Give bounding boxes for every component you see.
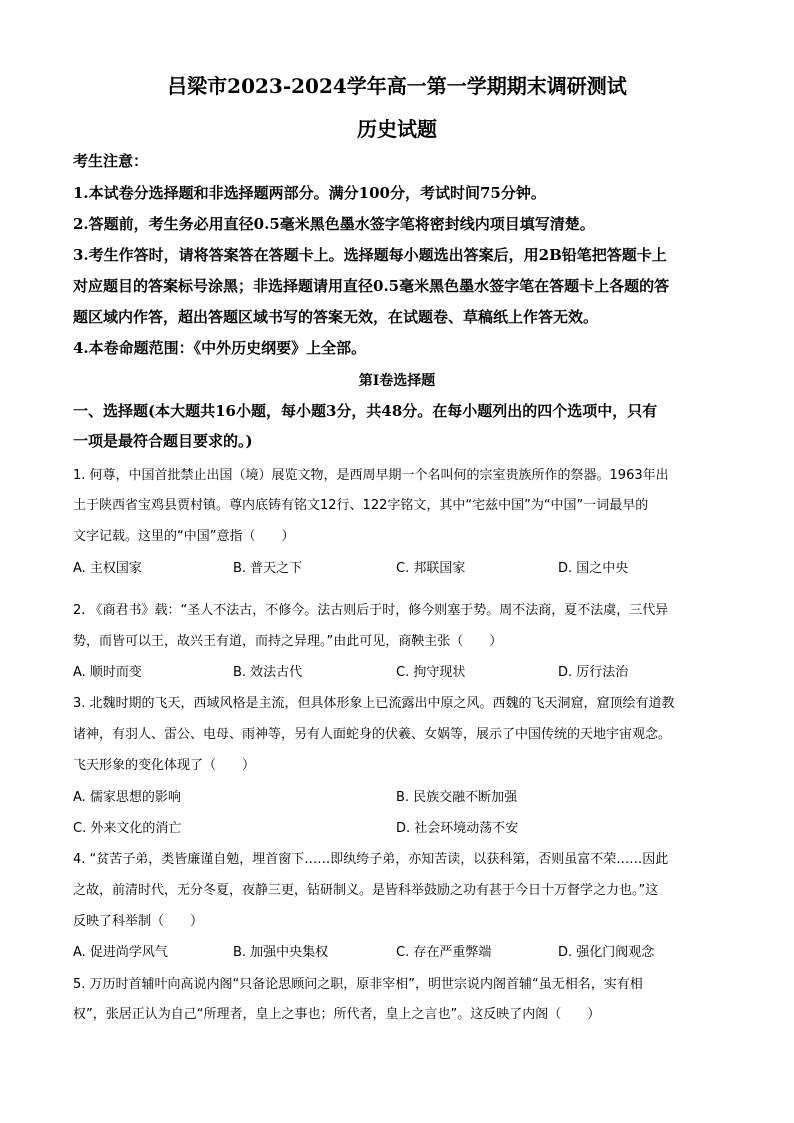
question-1-text: 1. 何尊，中国首批禁止出国（境）展览文物，是西周早期一个名叫何的宗室贵族所作的祭器。1963年出 xyxy=(73,468,669,483)
question-2-option-c: C. 拘守现状 xyxy=(396,665,466,680)
question-1-option-c: C. 邦联国家 xyxy=(396,561,466,576)
notice-item: 4.本卷命题范围：《中外历史纲要》上全部。 xyxy=(73,339,367,357)
question-5-text: 5. 万历时首辅叶向高说内阁“只备论思顾问之职，原非宰相”，明世宗说内阁首辅“虽无相名，实有相 xyxy=(73,977,643,992)
question-1-option-b: B. 普天之下 xyxy=(233,561,303,576)
notice-item: 3.考生作答时，请将答案答在答题卡上。选择题每小题选出答案后，用2B铅笔把答题卡上 xyxy=(73,246,667,264)
question-4-option-d: D. 强化门阀观念 xyxy=(558,945,655,960)
question-2-text: 2. 《商君书》载：“圣人不法古，不修今。法古则后于时，修今则塞于势。周不法商，夏不法虞，三代异 xyxy=(73,603,669,618)
question-4-text: 之故，前清时代，无分冬夏，夜静三更，钻研制义。是皆科举鼓励之功有甚于今日十万督学之力也。”这 xyxy=(73,883,659,898)
question-3-option-b: B. 民族交融不断加强 xyxy=(396,790,518,805)
question-4-option-b: B. 加强中央集权 xyxy=(233,945,329,960)
question-3-option-c: C. 外来文化的消亡 xyxy=(73,821,182,836)
notice-heading: 考生注意： xyxy=(73,152,149,170)
notice-item: 1.本试卷分选择题和非选择题两部分。满分100分，考试时间75分钟。 xyxy=(73,184,546,202)
section-title: 第Ⅰ卷选择题 xyxy=(358,373,436,389)
question-3-option-a: A. 儒家思想的影响 xyxy=(73,790,181,805)
exam-subtitle: 历史试题 xyxy=(357,117,437,141)
notice-item: 2.答题前，考生务必用直径0.5毫米黑色墨水签字笔将密封线内项目填写清楚。 xyxy=(73,215,595,233)
question-4-text: 反映了科举制（ ） xyxy=(73,914,204,929)
question-3-text: 3. 北魏时期的飞天，西域风格是主流，但具体形象上已流露出中原之风。西魏的飞天洞窟，窟顶绘有道教 xyxy=(73,696,675,711)
section-instruction: 一、选择题(本大题共16小题，每小题3分，共48分。在每小题列出的四个选项中，只有 xyxy=(73,402,658,420)
question-4-text: 4. “贫苦子弟，类皆廉谨自勉，埋首窗下……即纨绔子弟，亦知苦读，以获科第，否则虽富不荣……因此 xyxy=(73,852,669,867)
question-1-option-a: A. 主权国家 xyxy=(73,561,142,576)
question-5-text: 权”，张居正认为自己“所理者，皇上之事也；所代者，皇上之言也”。这反映了内阁（ ） xyxy=(73,1007,601,1022)
question-2-text: 势，而皆可以王，故兴王有道，而持之异理。”由此可见，商鞅主张（ ） xyxy=(73,634,503,649)
question-3-option-d: D. 社会环境动荡不安 xyxy=(396,821,519,836)
question-1-text: 文字记载。这里的“中国”意指（ ） xyxy=(73,529,295,544)
notice-item: 对应题目的答案标号涂黑；非选择题请用直径0.5毫米黑色墨水签字笔在答题卡上各题的答 xyxy=(73,277,670,295)
question-2-option-d: D. 厉行法治 xyxy=(558,665,629,680)
section-instruction: 一项是最符合题目要求的。) xyxy=(73,432,253,450)
question-3-text: 诸神，有羽人、雷公、电母、雨神等，另有人面蛇身的伏羲、女娲等，展示了中国传统的天地宇宙观念。 xyxy=(73,727,672,742)
question-4-option-c: C. 存在严重弊端 xyxy=(396,945,492,960)
question-4-option-a: A. 促进尚学风气 xyxy=(73,945,168,960)
notice-item: 题区域内作答，超出答题区域书写的答案无效，在试题卷、草稿纸上作答无效。 xyxy=(73,308,599,326)
question-1-text: 土于陕西省宝鸡县贾村镇。尊内底铸有铭文12行、122字铭文，其中“宅兹中国”为“中国”一词最早的 xyxy=(73,498,649,513)
question-2-option-b: B. 效法古代 xyxy=(233,665,303,680)
exam-title: 吕梁市2023-2024学年高一第一学期期末调研测试 xyxy=(167,74,627,98)
question-1-option-d: D. 国之中央 xyxy=(558,561,629,576)
question-3-text: 飞天形象的变化体现了（ ） xyxy=(73,758,256,773)
question-2-option-a: A. 顺时而变 xyxy=(73,665,142,680)
